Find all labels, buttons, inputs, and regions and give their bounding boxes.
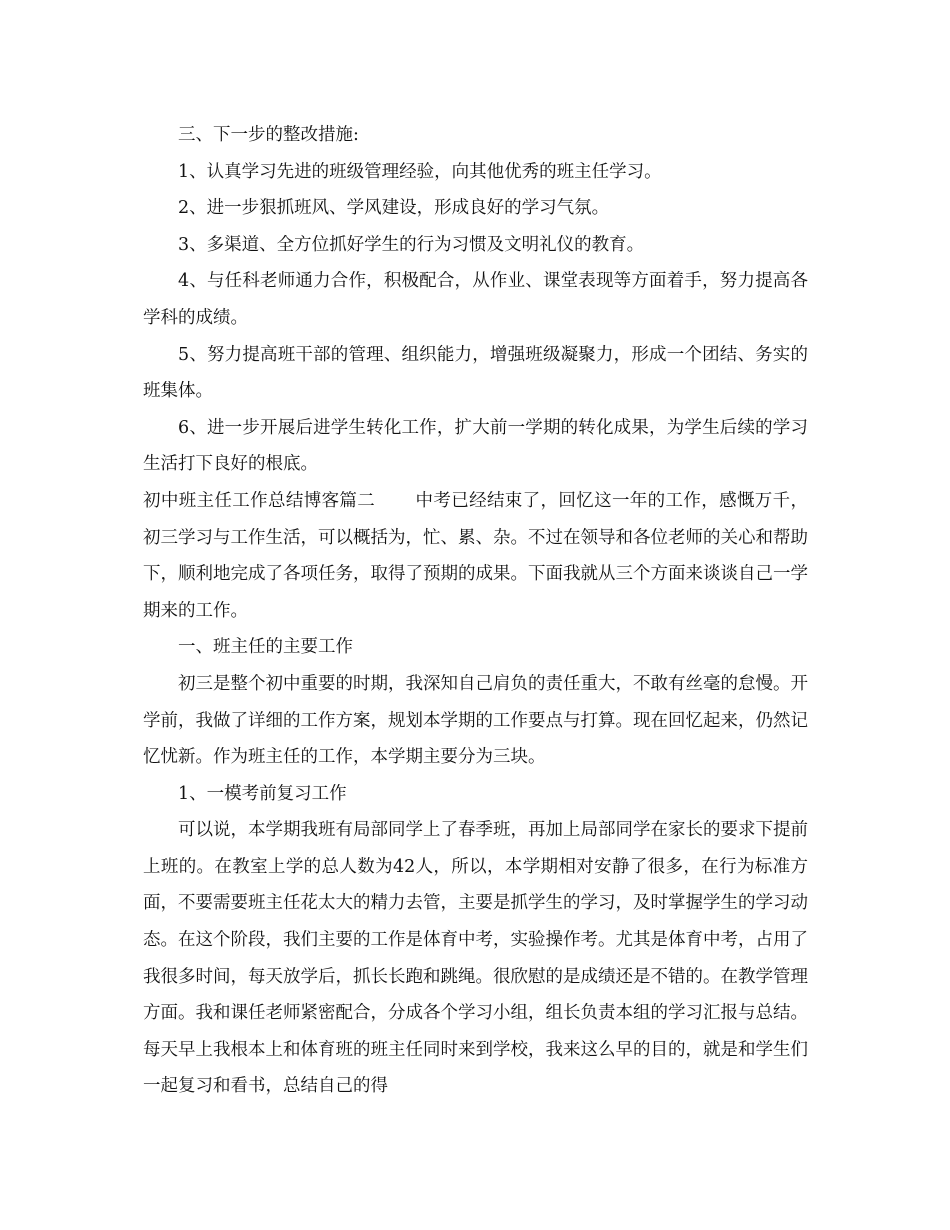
measure-item-3: 3、多渠道、全方位抓好学生的行为习惯及文明礼仪的教育。 (178, 234, 645, 255)
subsection1-paragraph: 可以说，本学期我班有局部同学上了春季班，再加上局部同学在家长的要求下提前上班的。在教室上学的总人数为42人，所以，本学期相对安静了很多，在行为标准方面，不要需要班主任花太大的精力去管，主要是抓学生的学习，及时掌握学生的学习动态。在这个阶段，我们主要的工作是体育中考，实验操作考。尤其是体育中考，占用了我很多时间，每天放学后，抓长长跑和跳绳。很欣慰的是成绩还是不错的。在教学管理方面。我和课任老师紧密配合，分成各个学习小组，组长负责本组的学习汇报与总结。每天早上我根本上和体育班的班主任同时来到学校，我来这么早的目的，就是和学生们一起复习和看书，总结自己的得 (143, 820, 808, 1097)
article2-title: 初中班主任工作总结博客篇二 (143, 490, 376, 511)
measure-item-4: 4、与任科老师通力合作，积极配合，从作业、课堂表现等方面着手，努力提高各学科的成绩。 (143, 271, 808, 328)
article2-intro-paragraph (143, 483, 808, 629)
subsection1-heading: 1、一模考前复习工作 (178, 783, 347, 804)
section1-heading: 一、班主任的主要工作 (178, 637, 353, 658)
measure-item-1: 1、认真学习先进的班级管理经验，向其他优秀的班主任学习。 (178, 161, 662, 182)
section1-paragraph: 初三是整个初中重要的时期，我深知自己肩负的责任重大，不敢有丝毫的怠慢。开学前，我做了详细的工作方案，规划本学期的工作要点与打算。现在回忆起来，仍然记忆忧新。作为班主任的工作，本学期主要分为三块。 (143, 673, 808, 768)
measure-item-5: 5、努力提高班干部的管理、组织能力，增强班级凝聚力，形成一个团结、务实的班集体。 (143, 344, 808, 402)
measure-item-6: 6、进一步开展后进学生转化工作，扩大前一学期的转化成果，为学生后续的学习生活打下良好的根底。 (143, 417, 808, 475)
document-page (143, 117, 808, 1105)
section3-heading: 三、下一步的整改措施: (178, 125, 359, 145)
measure-item-2: 2、进一步狠抓班风、学风建设，形成良好的学习气氛。 (178, 198, 610, 219)
article2-intro: 中考已经结束了，回忆这一年的工作，感慨万千，初三学习与工作生活，可以概括为，忙、累、杂。不过在领导和各位老师的关心和帮助下，顺利地完成了各项任务，取得了预期的成果。下面我就从三个方面来谈谈自己一学期来的工作。 (143, 490, 809, 621)
